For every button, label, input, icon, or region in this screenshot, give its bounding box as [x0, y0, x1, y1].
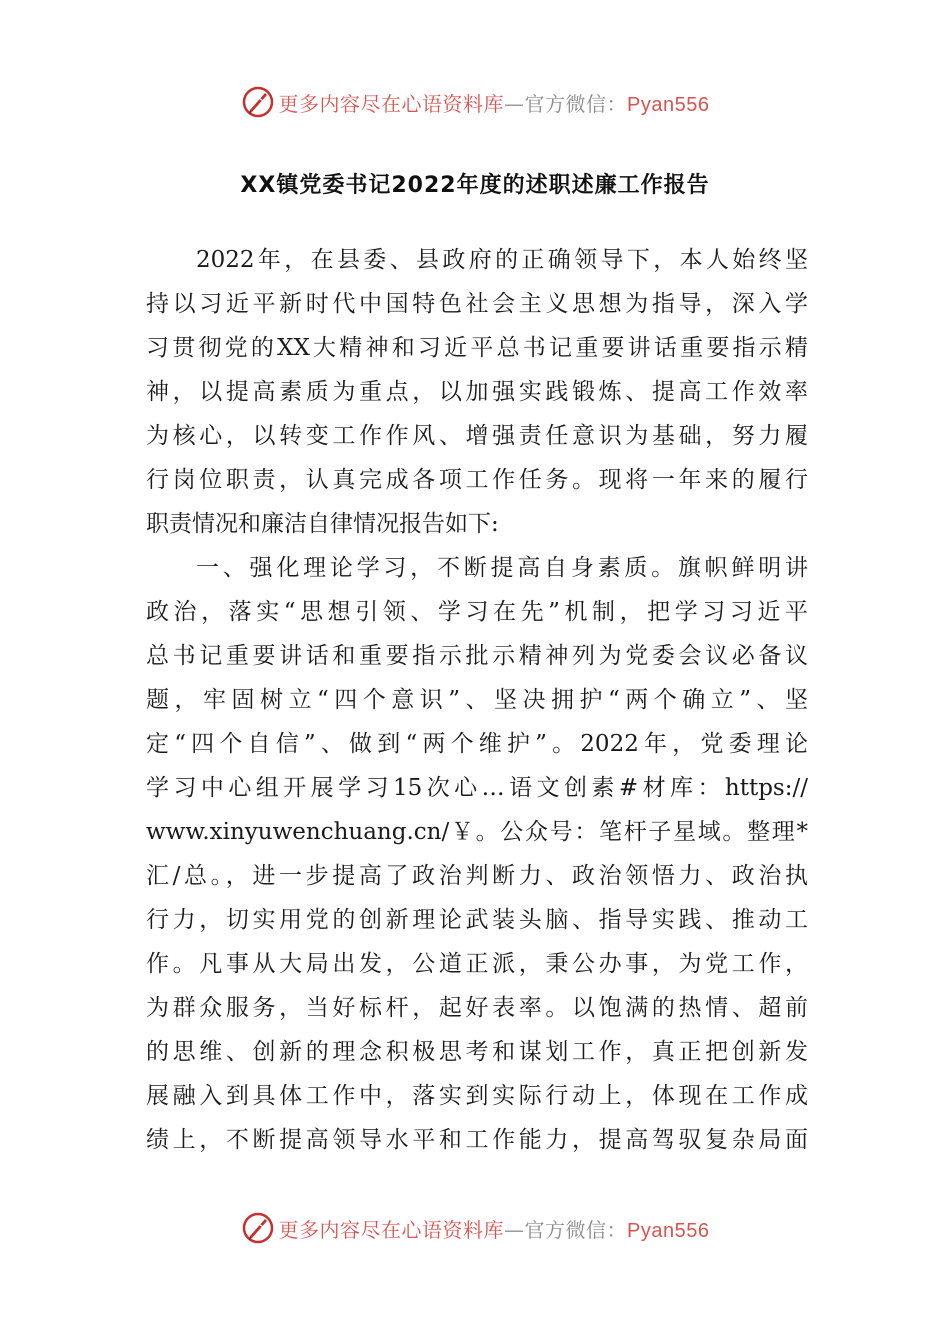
watermark-main: 更多内容尽在心语资料库	[278, 91, 505, 116]
watermark-wechat-id: Pyan556	[627, 93, 710, 116]
watermark-wechat-id: Pyan556	[627, 1219, 710, 1242]
text-line: 展融入到具体工作中，落实到实际行动上，体现在工作成	[146, 1083, 808, 1109]
footer-watermark	[0, 1208, 950, 1248]
text-line: 作。凡事从大局出发，公道正派，秉公办事，为党工作，	[146, 951, 808, 977]
watermark-dash: —	[504, 1217, 525, 1242]
text-line: 职责情况和廉洁自律情况报告如下:	[146, 511, 499, 537]
text-line: 习贯彻党的XX大精神和习近平总书记重要讲话重要指示精	[146, 335, 808, 361]
watermark-text	[279, 1214, 710, 1243]
text-line: 神，以提高素质为重点，以加强实践锻炼、提高工作效率	[146, 379, 808, 405]
text-line: 绩上，不断提高领导水平和工作能力，提高驾驭复杂局面	[146, 1127, 808, 1153]
text-line: 2022年，在县委、县政府的正确领导下，本人始终坚	[196, 247, 808, 273]
text-line: 持以习近平新时代中国特色社会主义思想为指导，深入学	[146, 291, 808, 317]
watermark-official: 官方微信：	[524, 91, 628, 116]
text-line: 行岗位职责，认真完成各项工作任务。现将一年来的履行	[146, 467, 808, 493]
paragraph-1	[146, 238, 808, 546]
header-watermark	[0, 82, 950, 122]
text-line: 题，牢固树立“四个意识”、坚决拥护“两个确立”、坚	[146, 687, 808, 713]
text-line: 汇/总。，进一步提高了政治判断力、政治领悟力、政治执	[146, 863, 808, 889]
quill-pen-icon	[241, 1211, 275, 1245]
text-line: 学习中心组开展学习15次心…语文创素#材库：https://	[146, 775, 808, 801]
text-line: 定“四个自信”、做到“两个维护”。2022年，党委理论	[146, 731, 808, 757]
watermark-main: 更多内容尽在心语资料库	[278, 1217, 505, 1242]
text-line: 为核心，以转变工作作风、增强责任意识为基础，努力履	[146, 423, 808, 449]
watermark-dash: —	[504, 91, 525, 116]
watermark-official: 官方微信：	[524, 1217, 628, 1242]
text-line: 政治，落实“思想引领、学习在先”机制，把学习习近平	[146, 599, 808, 625]
text-line: 的思维、创新的理念积极思考和谋划工作，真正把创新发	[146, 1039, 808, 1065]
text-line: www.xinyuwenchuang.cn/￥。公众号：笔杆子星域。整理*	[146, 819, 808, 845]
watermark-text	[279, 88, 710, 117]
paragraph-2	[146, 546, 808, 1162]
text-line: 为群众服务，当好标杆，起好表率。以饱满的热情、超前	[146, 995, 808, 1021]
text-line: 一、强化理论学习，不断提高自身素质。旗帜鲜明讲	[196, 555, 808, 581]
text-line: 总书记重要讲话和重要指示批示精神列为党委会议必备议	[146, 643, 808, 669]
document-body	[146, 238, 808, 1162]
text-line: 行力，切实用党的创新理论武装头脑、指导实践、推动工	[146, 907, 808, 933]
document-title: XX镇党委书记2022年度的述职述廉工作报告	[240, 173, 710, 198]
quill-pen-icon	[241, 85, 275, 119]
